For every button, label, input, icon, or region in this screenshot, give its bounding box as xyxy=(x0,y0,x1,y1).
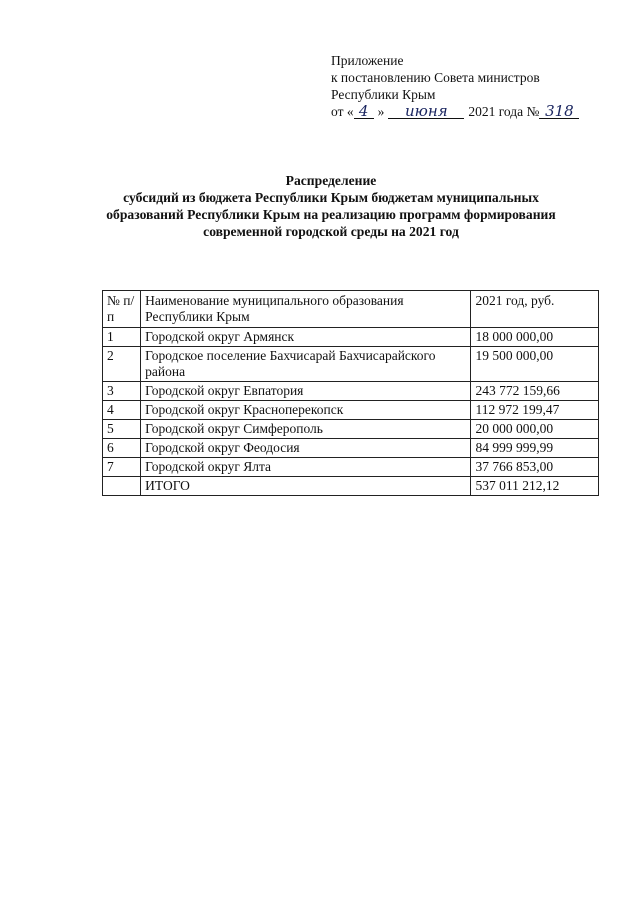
table-row xyxy=(103,347,599,382)
total-amount: 537 011 212,12 xyxy=(471,477,599,496)
table-row xyxy=(103,458,599,477)
cell-municipality: Городской округ Армянск xyxy=(141,328,471,347)
cell-number: 1 xyxy=(103,328,141,347)
handwritten-day: 4 xyxy=(354,104,374,119)
cell-amount: 20 000 000,00 xyxy=(471,420,599,439)
annex-republic: Республики Крым xyxy=(331,87,436,102)
table-row xyxy=(103,382,599,401)
cell-municipality: Городское поселение Бахчисарай Бахчисарайского района xyxy=(141,347,471,382)
title-line-2: субсидий из бюджета Республики Крым бюджетам муниципальных xyxy=(123,190,539,205)
document-title xyxy=(96,172,566,240)
cell-number: 6 xyxy=(103,439,141,458)
cell-amount: 84 999 999,99 xyxy=(471,439,599,458)
cell-number: 5 xyxy=(103,420,141,439)
table-row xyxy=(103,401,599,420)
handwritten-month: июня xyxy=(388,104,464,119)
cell-number: 3 xyxy=(103,382,141,401)
cell-municipality: Городской округ Красноперекопск xyxy=(141,401,471,420)
cell-municipality: Городской округ Евпатория xyxy=(141,382,471,401)
header-amount: 2021 год, руб. xyxy=(471,291,599,328)
table-row xyxy=(103,420,599,439)
cell-number: 4 xyxy=(103,401,141,420)
header-municipality: Наименование муниципального образования Республики Крым xyxy=(141,291,471,328)
cell-amount: 37 766 853,00 xyxy=(471,458,599,477)
table-header-row xyxy=(103,291,599,328)
annex-date-line xyxy=(331,103,621,120)
cell-municipality: Городской округ Симферополь xyxy=(141,420,471,439)
annex-header xyxy=(331,52,621,120)
handwritten-number: 318 xyxy=(539,104,579,119)
table-body xyxy=(103,328,599,496)
annex-year-label: 2021 года № xyxy=(468,104,540,119)
title-line-3: образований Республики Крым на реализацию программ формирования xyxy=(106,207,556,222)
cell-municipality: Городской округ Феодосия xyxy=(141,439,471,458)
annex-resolution: к постановлению Совета министров xyxy=(331,70,540,85)
cell-amount: 243 772 159,66 xyxy=(471,382,599,401)
total-number xyxy=(103,477,141,496)
cell-municipality: Городской округ Ялта xyxy=(141,458,471,477)
cell-number: 7 xyxy=(103,458,141,477)
cell-amount: 112 972 199,47 xyxy=(471,401,599,420)
annex-title: Приложение xyxy=(331,53,404,68)
cell-amount: 19 500 000,00 xyxy=(471,347,599,382)
table-row xyxy=(103,328,599,347)
cell-amount: 18 000 000,00 xyxy=(471,328,599,347)
annex-from-label: от « xyxy=(331,104,354,119)
cell-number: 2 xyxy=(103,347,141,382)
table-row xyxy=(103,439,599,458)
title-line-4: современной городской среды на 2021 год xyxy=(203,224,459,239)
distribution-table xyxy=(102,290,599,496)
total-municipality: ИТОГО xyxy=(141,477,471,496)
table-total-row xyxy=(103,477,599,496)
title-line-1: Распределение xyxy=(285,173,377,188)
header-number: № п/п xyxy=(103,291,141,328)
annex-quote-close: » xyxy=(377,104,385,119)
